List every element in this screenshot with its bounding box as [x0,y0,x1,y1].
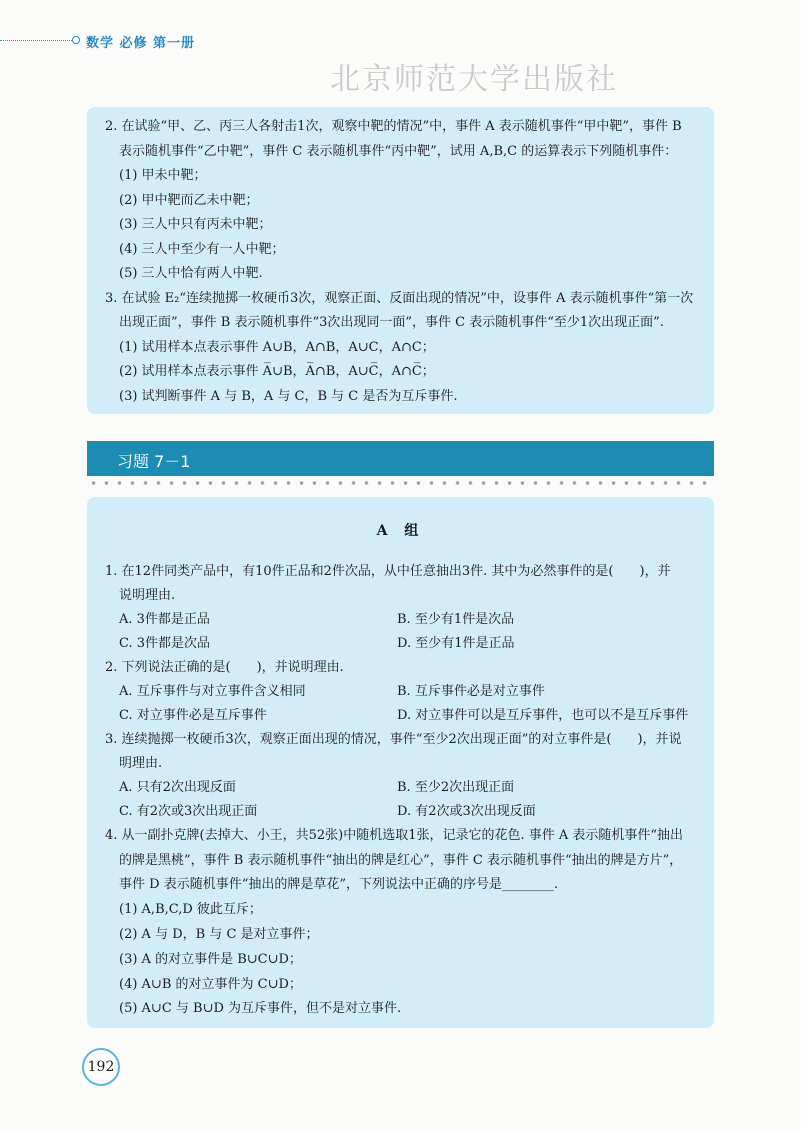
question-line: 明理由. [119,756,163,771]
option: A. 互斥事件与对立事件含义相同 [119,684,306,699]
text-line: (1) 甲未中靶； [119,168,207,183]
question-line: (2) A 与 D，B 与 C 是对立事件； [119,927,319,942]
text-line: (3) 三人中只有丙未中靶； [119,217,272,232]
text-line: 3. 在试验 E₂“连续抛掷一枚硬币3次，观察正面、反面出现的情况”中，设事件 A 表示随机事件“第一次 [105,291,694,306]
option: B. 至少有1件是次品 [397,612,515,627]
text-line: 2. 在试验“甲、乙、丙三人各射击1次，观察中靶的情况”中，事件 A 表示随机事件“甲中靶”，事件 B [105,119,682,134]
question-line: 2. 下列说法正确的是( )，并说明理由. [105,660,344,675]
text-line: (4) 三人中至少有一人中靶； [119,242,285,257]
question-line: 3. 连续抛掷一枚硬币3次，观察正面出现的情况，事件“至少2次出现正面”的对立事件是( )，并说 [105,732,682,747]
running-header [0,32,400,51]
question-line: 事件 D 表示随机事件“抽出的牌是草花”，下列说法中正确的序号是________. [119,877,559,892]
exercise-title: 习题 7－1 [117,452,191,471]
option: C. 3件都是次品 [119,636,211,651]
text-line: (2) 甲中靶而乙未中靶； [119,193,259,208]
text-line: (2) 试用样本点表示事件 A̅∪B，A̅∩B，A∪C̅，A∩C̅； [119,364,435,379]
option: D. 有2次或3次出现反面 [397,804,536,819]
option: A. 只有2次出现反面 [119,780,236,795]
group-heading: A 组 [376,523,425,539]
text-line: 出现正面”，事件 B 表示随机事件“3次出现同一面”，事件 C 表示随机事件“至少1次出现正面”. [119,315,664,330]
option: C. 有2次或3次出现正面 [119,804,258,819]
question-line: 的牌是黑桃”，事件 B 表示随机事件“抽出的牌是红心”，事件 C 表示随机事件“抽出的牌是方片”， [119,853,683,868]
option: D. 对立事件可以是互斥事件，也可以不是互斥事件 [397,708,689,723]
dotted-divider [87,480,714,486]
question-line: (3) A 的对立事件是 B∪C∪D； [119,952,302,967]
publisher-watermark: 北京师范大学出版社 [330,62,618,97]
text-line: 表示随机事件“乙中靶”，事件 C 表示随机事件“丙中靶”，试用 A,B,C 的运算表示下列随机事件： [119,144,678,159]
header-dotted-line [0,40,72,41]
option: B. 至少2次出现正面 [397,780,515,795]
question-line: 说明理由. [119,588,176,603]
exercise-box [87,497,714,1028]
option: A. 3件都是正品 [119,612,210,627]
option: D. 至少有1件是正品 [397,636,515,651]
exercise-title-bar [87,441,714,476]
question-line: (5) A∪C 与 B∪D 为互斥事件，但不是对立事件. [119,1001,402,1016]
question-line: 4. 从一副扑克牌(去掉大、小王，共52张)中随机选取1张，记录它的花色. 事件 A 表示随机事件“抽出 [105,828,684,843]
question-line: (1) A,B,C,D 彼此互斥； [119,902,262,917]
text-line: (5) 三人中恰有两人中靶. [119,266,263,281]
book-title: 数学 必修 第一册 [86,36,196,51]
text-line: (1) 试用样本点表示事件 A∪B，A∩B，A∪C，A∩C； [119,340,435,355]
question-line: (4) A∪B 的对立事件为 C∪D； [119,977,302,992]
option: C. 对立事件必是互斥事件 [119,708,267,723]
practice-box [87,107,714,414]
question-line: 1. 在12件同类产品中，有10件正品和2件次品，从中任意抽出3件. 其中为必然事件的是( )，并 [105,564,671,579]
text-line: (3) 试判断事件 A 与 B，A 与 C，B 与 C 是否为互斥事件. [119,389,458,404]
header-circle [72,36,80,44]
page-number: 192 [82,1048,120,1086]
option: B. 互斥事件必是对立事件 [397,684,545,699]
